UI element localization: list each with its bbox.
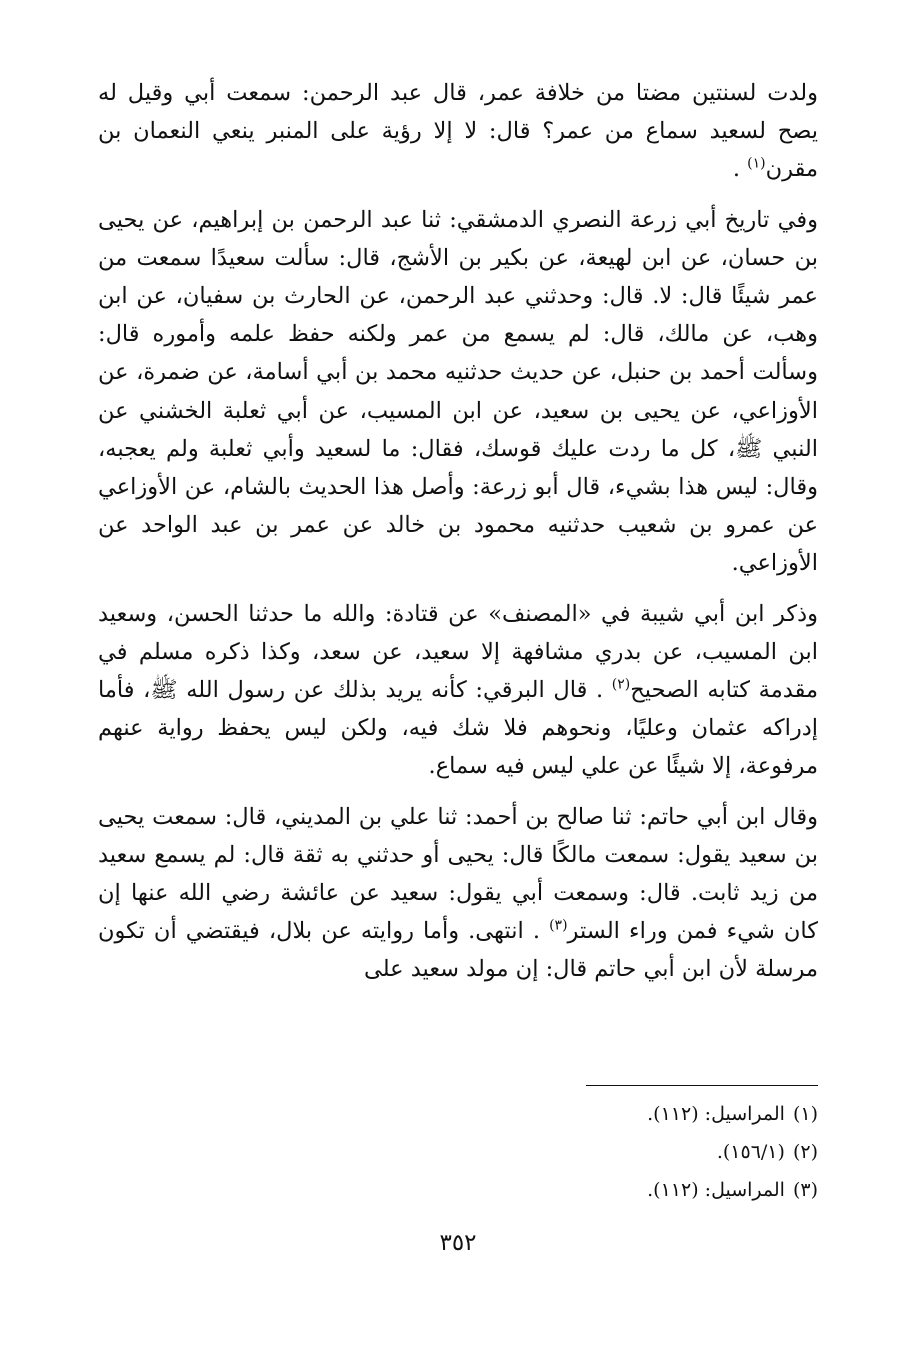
footnote-divider (586, 1085, 818, 1086)
paragraph-2 (98, 201, 818, 583)
paragraph-3-text: وذكر ابن أبي شيبة في «المصنف» عن قتادة: والله ما حدثنا الحسن، وسعيد ابن المسيب، عن بدري مشافهة إلا سعيد، عن سعد، وكذا ذكره مسلم في مقدمة كتابه الصحيح (98, 600, 819, 704)
page-number: ٣٥٢ (439, 1230, 477, 1256)
paragraph-1-tail: . (732, 156, 740, 183)
paragraph-2-text: وفي تاريخ أبي زرعة النصري الدمشقي: ثنا عبد الرحمن بن إبراهيم، عن يحيى بن حسان، عن ابن لهيعة، عن بكير بن الأشج، قال: سألت سعيدًا سمعت من عمر شيئًا قال: لا. قال: وحدثني عبد الرحمن، عن الحارث بن سفيان، عن ابن وهب، عن مالك، قال: لم يسمع من عمر ولكنه حفظ علمه وأموره قال: وسألت أحمد بن حنبل، عن حديث حدثنيه محمد بن أبي أسامة، عن ضمرة، عن الأوزاعي، عن يحيى بن سعيد، عن ابن المسيب، عن أبي ثعلبة الخشني عن النبي ﷺ، كل ما ردت عليك قوسك، فقال: ما لسعيد وأبي ثعلبة ولم يعجبه، وقال: ليس هذا بشيء، قال أبو زرعة: وأصل هذا الحديث بالشام، عن الأوزاعي عن عمرو بن شعيب حدثنيه محمود بن خالد عن عمر بن عبد الواحد عن الأوزاعي. (98, 206, 818, 577)
paragraph-4 (98, 798, 818, 989)
main-text (98, 74, 818, 1001)
footnote-2-text: (١٥٦/١). (716, 1141, 785, 1163)
paragraph-1 (98, 74, 818, 189)
footnote-1 (98, 1095, 818, 1133)
footnote-3-number: (٣) (792, 1179, 818, 1201)
paragraph-3-tail: . قال البرقي: كأنه يريد بذلك عن رسول الله ﷺ، فأما إدراكه عثمان وعليًا، ونحوهم فلا شك فيه، ولكن ليس يحفظ رواية عنهم مرفوعة، إلا شيئًا عن علي ليس فيه سماع. (98, 677, 818, 780)
footnote-3 (98, 1171, 818, 1209)
footnote-1-text: المراسيل: (١١٢). (647, 1103, 785, 1125)
paragraph-3 (98, 595, 818, 786)
footnote-2 (98, 1133, 818, 1171)
footnote-1-number: (١) (792, 1103, 818, 1125)
paragraph-4-tail: . انتهى. وأما روايته عن بلال، فيقتضي أن تكون مرسلة لأن ابن أبي حاتم قال: إن مولد سعيد على (98, 918, 818, 983)
note-ref-3: (٣) (549, 917, 568, 934)
note-ref-2: (٢) (611, 676, 631, 693)
footnote-3-text: المراسيل: (١١٢). (647, 1179, 785, 1201)
footnotes (98, 1095, 818, 1209)
paragraph-1-text: ولدت لسنتين مضتا من خلافة عمر، قال عبد الرحمن: سمعت أبي وقيل له يصح لسعيد سماع من عمر؟ قال: لا إلا رؤية على المنبر ينعي النعمان بن مقرن (98, 80, 818, 183)
footnote-2-number: (٢) (792, 1141, 818, 1163)
paragraph-4-text: وقال ابن أبي حاتم: ثنا صالح بن أحمد: ثنا علي بن المديني، قال: سمعت يحيى بن سعيد يقول: سمعت مالكًا قال: يحيى أو حدثني به ثقة قال: لم يسمع سعيد من زيد ثابت. قال: وسمعت أبي يقول: سعيد عن عائشة رضي الله عنها إن كان شيء فمن وراء الستر (98, 803, 818, 945)
note-ref-1: (١) (747, 155, 766, 172)
